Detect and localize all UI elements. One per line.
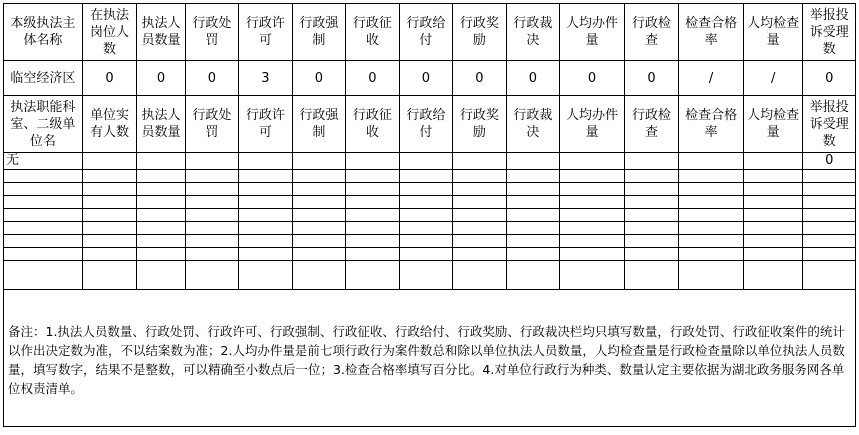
header-cell: 在执法岗位人数 — [82, 4, 137, 61]
empty-cell — [185, 222, 239, 235]
header-cell: 行政裁决 — [506, 4, 560, 61]
empty-cell — [679, 196, 744, 209]
data-cell — [82, 153, 137, 170]
header-cell: 行政给付 — [399, 4, 453, 61]
header-cell: 行政强制 — [292, 4, 346, 61]
empty-cell — [624, 222, 679, 235]
empty-cell — [82, 196, 137, 209]
empty-cell — [803, 222, 856, 235]
remarks-note: 备注：1.执法人员数量、行政处罚、行政许可、行政强制、行政征收、行政给付、行政奖励、行政裁决栏均只填写数量，行政处罚、行政征收案件的统计以作出决定数为准，不以结案数为准；2.人均办件量是前七项行政行为案件数总和除以单位执法人员数量，人均检查量是行政检查量除以单位执法人员数量，填写数字，结果不是整数，可以精确至小数点后一位；3.检查合格率填写百分比。4.对单位行政行为种类、数量认定主要依据为湖北政务服务网各单位权责清单。 — [4, 290, 856, 427]
empty-cell — [624, 183, 679, 196]
empty-cell — [624, 170, 679, 183]
empty-cell — [239, 248, 293, 261]
data-cell: 无 — [4, 153, 83, 170]
empty-cell — [506, 248, 560, 261]
header-cell: 举报投诉受理数 — [803, 96, 856, 153]
header-cell: 行政给付 — [399, 96, 453, 153]
empty-cell — [399, 209, 453, 222]
empty-cell — [185, 261, 239, 290]
header-cell: 行政征收 — [346, 4, 400, 61]
data-cell: 0 — [506, 61, 560, 96]
blank-row — [4, 183, 856, 196]
empty-cell — [292, 209, 346, 222]
data-cell — [743, 153, 803, 170]
empty-cell — [803, 261, 856, 290]
empty-cell — [137, 235, 185, 248]
empty-cell — [453, 183, 507, 196]
empty-cell — [506, 261, 560, 290]
empty-cell — [679, 261, 744, 290]
data-row-entity — [4, 61, 856, 96]
blank-row — [4, 209, 856, 222]
empty-cell — [399, 235, 453, 248]
empty-cell — [137, 183, 185, 196]
empty-cell — [4, 222, 83, 235]
empty-cell — [803, 196, 856, 209]
data-cell — [560, 153, 625, 170]
header-cell: 行政许可 — [239, 4, 293, 61]
data-cell — [346, 153, 400, 170]
empty-cell — [292, 222, 346, 235]
empty-cell — [4, 170, 83, 183]
empty-cell — [803, 183, 856, 196]
empty-cell — [624, 261, 679, 290]
header-cell: 人均办件量 — [560, 4, 625, 61]
empty-cell — [560, 235, 625, 248]
empty-cell — [679, 170, 744, 183]
empty-cell — [506, 196, 560, 209]
empty-cell — [137, 196, 185, 209]
empty-cell — [292, 170, 346, 183]
empty-cell — [743, 222, 803, 235]
empty-cell — [506, 235, 560, 248]
empty-cell — [4, 209, 83, 222]
empty-cell — [803, 209, 856, 222]
data-row-units — [4, 153, 856, 170]
empty-cell — [743, 261, 803, 290]
header-cell: 人均检查量 — [743, 96, 803, 153]
blank-row — [4, 248, 856, 261]
empty-cell — [624, 235, 679, 248]
enforcement-statistics-table — [3, 3, 856, 427]
empty-cell — [346, 209, 400, 222]
empty-cell — [679, 209, 744, 222]
data-cell: 0 — [399, 61, 453, 96]
header-cell: 举报投诉受理数 — [803, 4, 856, 61]
data-cell: 0 — [185, 61, 239, 96]
empty-cell — [137, 170, 185, 183]
empty-cell — [346, 235, 400, 248]
empty-cell — [292, 196, 346, 209]
empty-cell — [803, 235, 856, 248]
empty-cell — [82, 235, 137, 248]
empty-cell — [346, 183, 400, 196]
empty-cell — [399, 222, 453, 235]
empty-cell — [185, 183, 239, 196]
data-cell — [679, 153, 744, 170]
empty-cell — [453, 196, 507, 209]
empty-cell — [624, 209, 679, 222]
header-cell: 行政检查 — [624, 96, 679, 153]
empty-cell — [346, 222, 400, 235]
empty-cell — [560, 222, 625, 235]
header-cell: 行政裁决 — [506, 96, 560, 153]
empty-cell — [679, 248, 744, 261]
empty-cell — [399, 183, 453, 196]
empty-cell — [560, 196, 625, 209]
empty-cell — [399, 261, 453, 290]
data-cell — [399, 153, 453, 170]
empty-cell — [4, 235, 83, 248]
empty-cell — [453, 261, 507, 290]
header-cell: 执法职能科室、二级单位名 — [4, 96, 83, 153]
empty-cell — [399, 248, 453, 261]
header-cell: 检查合格率 — [679, 4, 744, 61]
header-cell: 执法人员数量 — [137, 4, 185, 61]
data-cell — [185, 153, 239, 170]
header-cell: 单位实有人数 — [82, 96, 137, 153]
data-cell: 0 — [292, 61, 346, 96]
header-cell: 行政处罚 — [185, 96, 239, 153]
empty-cell — [4, 248, 83, 261]
empty-cell — [239, 170, 293, 183]
empty-cell — [743, 235, 803, 248]
empty-cell — [137, 209, 185, 222]
data-cell: 3 — [239, 61, 293, 96]
blank-row — [4, 222, 856, 235]
empty-cell — [82, 170, 137, 183]
blank-row — [4, 235, 856, 248]
blank-row — [4, 196, 856, 209]
empty-cell — [137, 222, 185, 235]
empty-cell — [82, 261, 137, 290]
data-cell: / — [679, 61, 744, 96]
empty-cell — [292, 248, 346, 261]
empty-cell — [239, 222, 293, 235]
empty-cell — [560, 183, 625, 196]
empty-cell — [82, 183, 137, 196]
empty-cell — [346, 196, 400, 209]
empty-cell — [506, 222, 560, 235]
empty-cell — [506, 209, 560, 222]
header-cell: 人均检查量 — [743, 4, 803, 61]
data-cell: 0 — [803, 153, 856, 170]
empty-cell — [4, 183, 83, 196]
header-row-units — [4, 96, 856, 153]
blank-row — [4, 261, 856, 290]
empty-cell — [82, 209, 137, 222]
empty-cell — [185, 235, 239, 248]
data-cell: 0 — [624, 61, 679, 96]
empty-cell — [453, 170, 507, 183]
empty-cell — [624, 196, 679, 209]
empty-cell — [4, 261, 83, 290]
data-cell: 0 — [803, 61, 856, 96]
empty-cell — [743, 248, 803, 261]
data-cell: 0 — [137, 61, 185, 96]
header-cell: 执法人员数量 — [137, 96, 185, 153]
empty-cell — [239, 209, 293, 222]
empty-cell — [624, 248, 679, 261]
header-cell: 行政奖励 — [453, 96, 507, 153]
empty-cell — [239, 196, 293, 209]
empty-cell — [346, 248, 400, 261]
data-cell — [624, 153, 679, 170]
empty-cell — [803, 248, 856, 261]
header-cell: 行政检查 — [624, 4, 679, 61]
empty-cell — [453, 235, 507, 248]
header-cell: 行政征收 — [346, 96, 400, 153]
empty-cell — [239, 235, 293, 248]
empty-cell — [292, 183, 346, 196]
empty-cell — [743, 209, 803, 222]
empty-cell — [679, 235, 744, 248]
data-cell: 临空经济区 — [4, 61, 83, 96]
empty-cell — [453, 248, 507, 261]
empty-cell — [453, 209, 507, 222]
empty-cell — [185, 170, 239, 183]
data-cell: 0 — [346, 61, 400, 96]
empty-cell — [399, 170, 453, 183]
empty-cell — [346, 261, 400, 290]
data-cell — [453, 153, 507, 170]
empty-cell — [292, 261, 346, 290]
empty-cell — [560, 209, 625, 222]
empty-cell — [137, 248, 185, 261]
empty-cell — [239, 183, 293, 196]
header-cell: 行政许可 — [239, 96, 293, 153]
data-cell: 0 — [82, 61, 137, 96]
header-row-entity — [4, 4, 856, 61]
data-cell: / — [743, 61, 803, 96]
empty-cell — [185, 209, 239, 222]
header-cell: 本级执法主体名称 — [4, 4, 83, 61]
empty-cell — [185, 248, 239, 261]
header-cell: 行政强制 — [292, 96, 346, 153]
data-cell — [506, 153, 560, 170]
empty-cell — [679, 222, 744, 235]
empty-cell — [679, 183, 744, 196]
blank-row — [4, 170, 856, 183]
empty-cell — [803, 170, 856, 183]
header-cell: 行政处罚 — [185, 4, 239, 61]
data-cell: 0 — [560, 61, 625, 96]
data-cell — [137, 153, 185, 170]
empty-cell — [560, 261, 625, 290]
empty-cell — [82, 248, 137, 261]
empty-cell — [399, 196, 453, 209]
empty-cell — [506, 170, 560, 183]
empty-cell — [506, 183, 560, 196]
empty-cell — [346, 170, 400, 183]
data-cell — [292, 153, 346, 170]
empty-cell — [743, 170, 803, 183]
empty-cell — [560, 248, 625, 261]
empty-cell — [4, 196, 83, 209]
empty-cell — [292, 235, 346, 248]
header-cell: 检查合格率 — [679, 96, 744, 153]
empty-cell — [239, 261, 293, 290]
data-cell — [239, 153, 293, 170]
empty-cell — [743, 196, 803, 209]
empty-cell — [560, 170, 625, 183]
empty-cell — [137, 261, 185, 290]
empty-cell — [743, 183, 803, 196]
empty-cell — [453, 222, 507, 235]
header-cell: 人均办件量 — [560, 96, 625, 153]
header-cell: 行政奖励 — [453, 4, 507, 61]
note-row — [4, 290, 856, 427]
empty-cell — [82, 222, 137, 235]
empty-cell — [185, 196, 239, 209]
data-cell: 0 — [453, 61, 507, 96]
